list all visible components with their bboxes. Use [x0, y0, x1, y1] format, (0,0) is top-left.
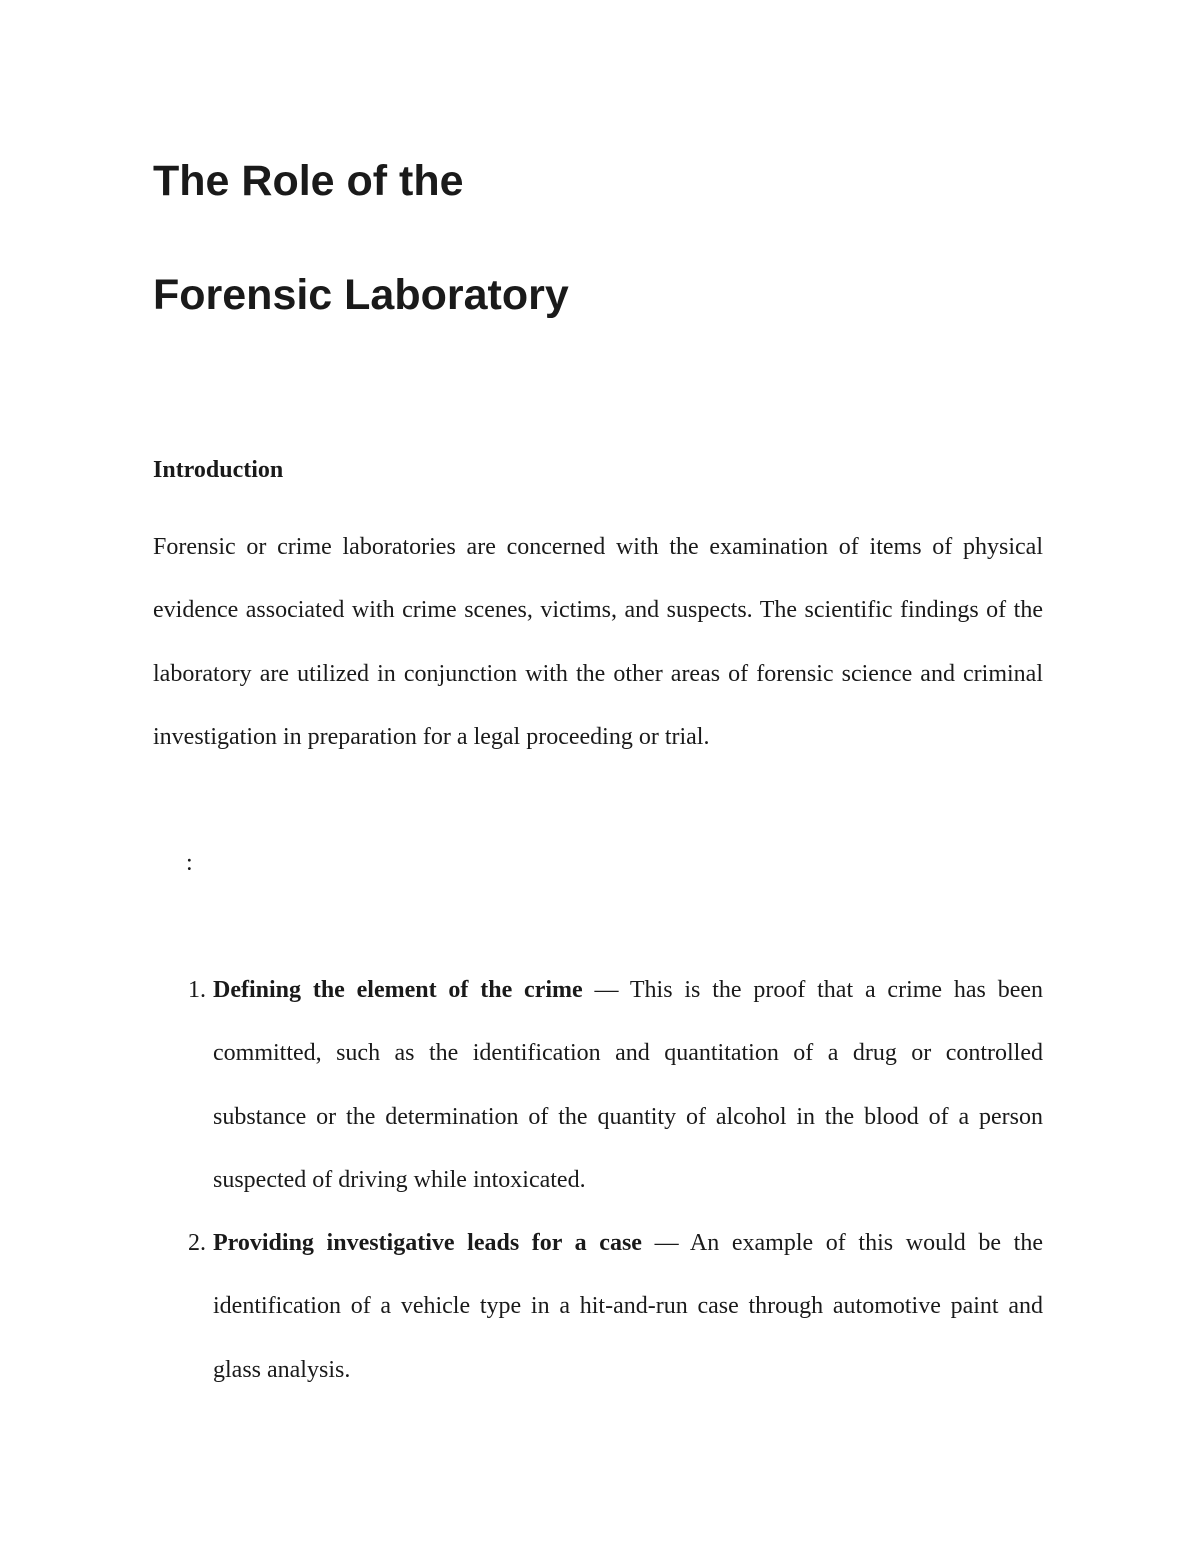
list-item — [188, 1212, 1043, 1402]
list-item-text: — An example of this would be the identification of a vehicle type in a hit-and-run case through automotive paint and glass analysis. — [213, 1230, 1043, 1383]
list-item-text: — This is the proof that a crime has been committed, such as the identification and quantitation of a drug or controlled substance or the determination of the quantity of alcohol in the blood of a person suspected of driving while intoxicated. — [213, 977, 1043, 1194]
introduction-paragraph: Forensic or crime laboratories are concerned with the examination of items of physical evidence associated with crime scenes, victims, and suspects. The scientific findings of the laboratory are utilized in conjunction with the other areas of forensic science and criminal investigation in preparation for a legal proceeding or trial. — [153, 534, 1043, 751]
introduction-heading: Introduction — [153, 457, 284, 483]
list-item — [188, 959, 1043, 1213]
document-title-line-1: The Role of the — [153, 157, 464, 205]
document-title-line-2: Forensic Laboratory — [153, 271, 569, 319]
colon-mark: : — [186, 850, 193, 876]
list-item-bold-lead: Providing investigative leads for a case — [213, 1230, 642, 1256]
list-item-bold-lead: Defining the element of the crime — [213, 977, 583, 1003]
list-item-number: 2. — [188, 1230, 206, 1256]
list-item-number: 1. — [188, 977, 206, 1003]
